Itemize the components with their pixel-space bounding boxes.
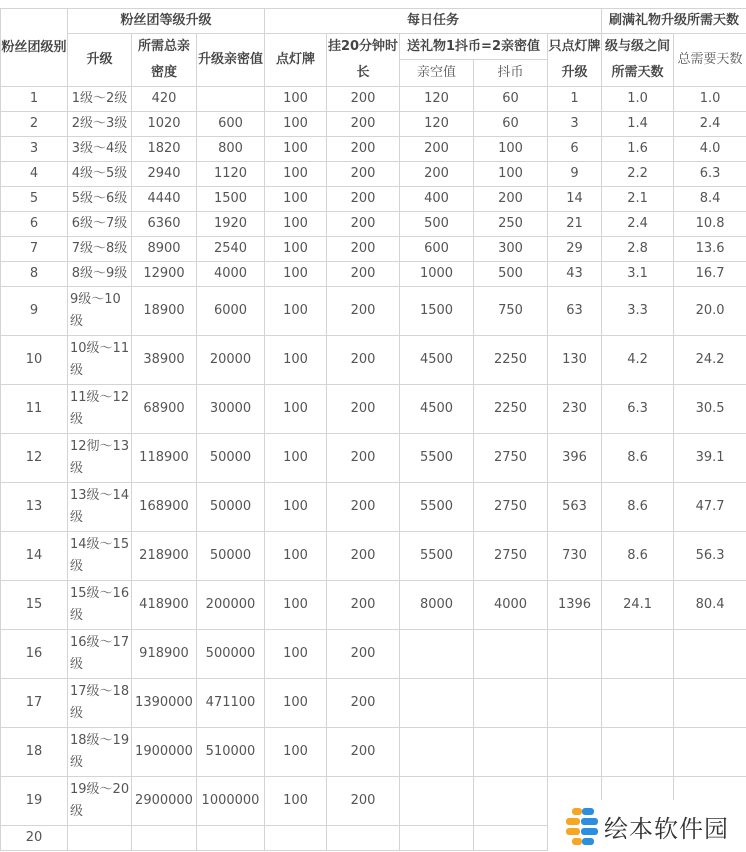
cell-coins: 2750 <box>474 434 548 483</box>
header-total-days: 总需要天数 <box>674 34 746 87</box>
cell-intimacy: 5500 <box>400 532 474 581</box>
cell-days-between: 8.6 <box>602 532 674 581</box>
cell-level: 18 <box>1 728 68 777</box>
cell-intimacy: 4500 <box>400 336 474 385</box>
table-row <box>1 262 746 287</box>
cell-light-badge: 100 <box>265 679 327 728</box>
cell-days-between <box>602 630 674 679</box>
cell-total-days <box>674 630 746 679</box>
cell-total-intimacy: 420 <box>132 87 197 112</box>
cell-total-intimacy: 218900 <box>132 532 197 581</box>
header-only-light: 只点灯牌升级 <box>548 34 602 87</box>
cell-upgrade: 2级～3级 <box>68 112 132 137</box>
cell-intimacy: 400 <box>400 187 474 212</box>
cell-upgrade <box>68 826 132 851</box>
cell-total-intimacy: 38900 <box>132 336 197 385</box>
cell-light-badge: 100 <box>265 237 327 262</box>
cell-level: 4 <box>1 162 68 187</box>
watermark-text: 绘本软件园 <box>604 814 729 843</box>
cell-total-intimacy: 418900 <box>132 581 197 630</box>
cell-intimacy: 120 <box>400 112 474 137</box>
header-upgrade: 升级 <box>68 34 132 87</box>
cell-upgrade-intimacy: 50000 <box>197 532 265 581</box>
cell-only-light: 6 <box>548 137 602 162</box>
cell-intimacy: 8000 <box>400 581 474 630</box>
cell-upgrade-intimacy: 2540 <box>197 237 265 262</box>
cell-light-badge: 100 <box>265 385 327 434</box>
table-row <box>1 162 746 187</box>
cell-only-light: 43 <box>548 262 602 287</box>
cell-coins <box>474 679 548 728</box>
cell-only-light: 9 <box>548 162 602 187</box>
cell-hang-20: 200 <box>327 581 400 630</box>
cell-level: 20 <box>1 826 68 851</box>
cell-upgrade: 5级～6级 <box>68 187 132 212</box>
cell-total-days: 6.3 <box>674 162 746 187</box>
header-upgrade-intimacy: 升级亲密值 <box>197 34 265 87</box>
cell-intimacy: 200 <box>400 137 474 162</box>
cell-light-badge: 100 <box>265 87 327 112</box>
table-row <box>1 483 746 532</box>
cell-level: 1 <box>1 87 68 112</box>
cell-coins <box>474 728 548 777</box>
cell-days-between: 1.0 <box>602 87 674 112</box>
cell-light-badge: 100 <box>265 728 327 777</box>
cell-light-badge: 100 <box>265 336 327 385</box>
cell-coins <box>474 826 548 851</box>
cell-level: 12 <box>1 434 68 483</box>
cell-light-badge: 100 <box>265 212 327 237</box>
cell-light-badge: 100 <box>265 777 327 826</box>
cell-total-days: 20.0 <box>674 287 746 336</box>
cell-upgrade: 6级～7级 <box>68 212 132 237</box>
cell-upgrade: 12彻～13级 <box>68 434 132 483</box>
cell-total-days: 13.6 <box>674 237 746 262</box>
cell-only-light <box>548 630 602 679</box>
cell-total-days <box>674 728 746 777</box>
cell-level: 10 <box>1 336 68 385</box>
cell-light-badge: 100 <box>265 287 327 336</box>
cell-intimacy: 1000 <box>400 262 474 287</box>
cell-upgrade-intimacy: 510000 <box>197 728 265 777</box>
cell-coins: 300 <box>474 237 548 262</box>
cell-only-light: 14 <box>548 187 602 212</box>
cell-total-days: 80.4 <box>674 581 746 630</box>
cell-upgrade: 14级～15级 <box>68 532 132 581</box>
table-row <box>1 237 746 262</box>
cell-total-intimacy: 6360 <box>132 212 197 237</box>
cell-upgrade: 11级～12级 <box>68 385 132 434</box>
cell-days-between: 1.6 <box>602 137 674 162</box>
cell-coins: 4000 <box>474 581 548 630</box>
cell-total-intimacy: 1900000 <box>132 728 197 777</box>
cell-hang-20: 200 <box>327 237 400 262</box>
cell-total-days: 1.0 <box>674 87 746 112</box>
table-row <box>1 434 746 483</box>
cell-coins: 200 <box>474 187 548 212</box>
table-row <box>1 532 746 581</box>
cell-only-light: 230 <box>548 385 602 434</box>
cell-upgrade: 19级～20级 <box>68 777 132 826</box>
cell-total-days: 39.1 <box>674 434 746 483</box>
cell-intimacy: 5500 <box>400 434 474 483</box>
table-row <box>1 336 746 385</box>
cell-days-between: 24.1 <box>602 581 674 630</box>
cell-hang-20 <box>327 826 400 851</box>
cell-intimacy: 600 <box>400 237 474 262</box>
header-level: 粉丝团级别 <box>1 9 68 87</box>
header-light-badge: 点灯牌 <box>265 34 327 87</box>
cell-light-badge: 100 <box>265 581 327 630</box>
cell-only-light: 1 <box>548 87 602 112</box>
cell-level: 17 <box>1 679 68 728</box>
cell-level: 19 <box>1 777 68 826</box>
cell-light-badge: 100 <box>265 187 327 212</box>
cell-upgrade: 7级～8级 <box>68 237 132 262</box>
cell-total-days <box>674 679 746 728</box>
cell-total-intimacy: 2900000 <box>132 777 197 826</box>
cell-only-light: 1396 <box>548 581 602 630</box>
cell-days-between <box>602 679 674 728</box>
cell-upgrade: 13级～14级 <box>68 483 132 532</box>
header-daily-tasks: 每日任务 <box>265 9 602 34</box>
cell-coins: 2750 <box>474 532 548 581</box>
cell-level: 2 <box>1 112 68 137</box>
cell-upgrade: 18级～19级 <box>68 728 132 777</box>
cell-coins: 2250 <box>474 385 548 434</box>
header-gift: 送礼物1抖币=2亲密值 <box>400 34 548 60</box>
cell-light-badge: 100 <box>265 630 327 679</box>
cell-hang-20: 200 <box>327 287 400 336</box>
cell-hang-20: 200 <box>327 336 400 385</box>
cell-upgrade-intimacy <box>197 826 265 851</box>
cell-days-between <box>602 728 674 777</box>
cell-total-days: 30.5 <box>674 385 746 434</box>
cell-coins: 750 <box>474 287 548 336</box>
cell-only-light: 29 <box>548 237 602 262</box>
cell-upgrade: 3级～4级 <box>68 137 132 162</box>
table-row <box>1 581 746 630</box>
cell-level: 3 <box>1 137 68 162</box>
header-group-upgrade: 粉丝团等级升级 <box>68 9 265 34</box>
cell-intimacy: 5500 <box>400 483 474 532</box>
cell-intimacy <box>400 826 474 851</box>
cell-intimacy: 200 <box>400 162 474 187</box>
cell-days-between: 2.4 <box>602 212 674 237</box>
table-row <box>1 728 746 777</box>
cell-intimacy <box>400 679 474 728</box>
cell-upgrade-intimacy: 30000 <box>197 385 265 434</box>
cell-intimacy: 1500 <box>400 287 474 336</box>
cell-coins: 60 <box>474 112 548 137</box>
cell-upgrade: 4级～5级 <box>68 162 132 187</box>
cell-hang-20: 200 <box>327 777 400 826</box>
cell-intimacy <box>400 728 474 777</box>
cell-total-days: 24.2 <box>674 336 746 385</box>
cell-total-intimacy: 118900 <box>132 434 197 483</box>
cell-light-badge: 100 <box>265 483 327 532</box>
cell-light-badge: 100 <box>265 434 327 483</box>
cell-upgrade-intimacy: 500000 <box>197 630 265 679</box>
cell-upgrade: 9级～10级 <box>68 287 132 336</box>
cell-level: 7 <box>1 237 68 262</box>
table-row <box>1 112 746 137</box>
cell-upgrade-intimacy: 1500 <box>197 187 265 212</box>
cell-total-intimacy: 1390000 <box>132 679 197 728</box>
cell-hang-20: 200 <box>327 137 400 162</box>
cell-upgrade-intimacy: 200000 <box>197 581 265 630</box>
cell-total-intimacy: 18900 <box>132 287 197 336</box>
cell-total-intimacy: 2940 <box>132 162 197 187</box>
header-days-group: 刷满礼物升级所需天数 <box>602 9 746 34</box>
cell-only-light: 396 <box>548 434 602 483</box>
cell-days-between: 3.1 <box>602 262 674 287</box>
cell-only-light: 63 <box>548 287 602 336</box>
header-hang-20: 挂20分钟时长 <box>327 34 400 87</box>
cell-coins: 100 <box>474 162 548 187</box>
table-row <box>1 187 746 212</box>
cell-total-intimacy: 68900 <box>132 385 197 434</box>
cell-upgrade-intimacy: 4000 <box>197 262 265 287</box>
cell-days-between: 2.8 <box>602 237 674 262</box>
cell-coins: 100 <box>474 137 548 162</box>
cell-intimacy: 4500 <box>400 385 474 434</box>
cell-upgrade: 8级～9级 <box>68 262 132 287</box>
watermark-logo-icon <box>566 806 598 846</box>
cell-upgrade-intimacy: 50000 <box>197 483 265 532</box>
cell-only-light: 3 <box>548 112 602 137</box>
cell-intimacy: 120 <box>400 87 474 112</box>
cell-level: 11 <box>1 385 68 434</box>
cell-upgrade-intimacy: 471100 <box>197 679 265 728</box>
cell-intimacy <box>400 777 474 826</box>
cell-total-days: 4.0 <box>674 137 746 162</box>
cell-hang-20: 200 <box>327 162 400 187</box>
cell-only-light: 730 <box>548 532 602 581</box>
cell-intimacy <box>400 630 474 679</box>
cell-level: 6 <box>1 212 68 237</box>
cell-total-days: 10.8 <box>674 212 746 237</box>
cell-coins: 2750 <box>474 483 548 532</box>
cell-coins: 250 <box>474 212 548 237</box>
cell-upgrade-intimacy: 600 <box>197 112 265 137</box>
header-coins: 抖币 <box>474 60 548 87</box>
cell-level: 9 <box>1 287 68 336</box>
cell-total-intimacy: 1020 <box>132 112 197 137</box>
fan-club-level-table <box>0 8 746 851</box>
cell-light-badge: 100 <box>265 532 327 581</box>
cell-days-between: 4.2 <box>602 336 674 385</box>
cell-days-between: 2.2 <box>602 162 674 187</box>
cell-days-between: 8.6 <box>602 434 674 483</box>
cell-days-between: 3.3 <box>602 287 674 336</box>
header-total-intimacy: 所需总亲密度 <box>132 34 197 87</box>
cell-light-badge <box>265 826 327 851</box>
cell-total-intimacy: 918900 <box>132 630 197 679</box>
cell-hang-20: 200 <box>327 87 400 112</box>
cell-total-days: 56.3 <box>674 532 746 581</box>
cell-upgrade: 16级～17级 <box>68 630 132 679</box>
cell-total-days: 16.7 <box>674 262 746 287</box>
cell-coins: 2250 <box>474 336 548 385</box>
cell-hang-20: 200 <box>327 112 400 137</box>
cell-hang-20: 200 <box>327 679 400 728</box>
cell-total-intimacy: 168900 <box>132 483 197 532</box>
cell-level: 16 <box>1 630 68 679</box>
cell-upgrade-intimacy <box>197 87 265 112</box>
cell-intimacy: 500 <box>400 212 474 237</box>
cell-light-badge: 100 <box>265 262 327 287</box>
cell-total-intimacy: 8900 <box>132 237 197 262</box>
table-row <box>1 385 746 434</box>
cell-level: 14 <box>1 532 68 581</box>
cell-light-badge: 100 <box>265 137 327 162</box>
cell-level: 13 <box>1 483 68 532</box>
cell-only-light: 563 <box>548 483 602 532</box>
cell-only-light <box>548 679 602 728</box>
cell-total-days: 2.4 <box>674 112 746 137</box>
cell-upgrade-intimacy: 20000 <box>197 336 265 385</box>
header-intimacy: 亲空值 <box>400 60 474 87</box>
table-row <box>1 287 746 336</box>
cell-total-intimacy: 1820 <box>132 137 197 162</box>
cell-level: 15 <box>1 581 68 630</box>
table-row <box>1 679 746 728</box>
cell-total-intimacy: 12900 <box>132 262 197 287</box>
cell-coins: 60 <box>474 87 548 112</box>
cell-days-between: 1.4 <box>602 112 674 137</box>
cell-level: 5 <box>1 187 68 212</box>
cell-upgrade-intimacy: 1920 <box>197 212 265 237</box>
cell-coins <box>474 630 548 679</box>
cell-days-between: 6.3 <box>602 385 674 434</box>
cell-hang-20: 200 <box>327 262 400 287</box>
cell-upgrade: 10级～11级 <box>68 336 132 385</box>
cell-light-badge: 100 <box>265 162 327 187</box>
cell-total-days: 47.7 <box>674 483 746 532</box>
table-row <box>1 630 746 679</box>
cell-upgrade: 17级～18级 <box>68 679 132 728</box>
cell-light-badge: 100 <box>265 112 327 137</box>
table-row <box>1 212 746 237</box>
cell-hang-20: 200 <box>327 187 400 212</box>
cell-only-light: 130 <box>548 336 602 385</box>
cell-hang-20: 200 <box>327 483 400 532</box>
cell-upgrade-intimacy: 800 <box>197 137 265 162</box>
cell-total-days: 8.4 <box>674 187 746 212</box>
cell-upgrade-intimacy: 50000 <box>197 434 265 483</box>
cell-days-between: 8.6 <box>602 483 674 532</box>
cell-only-light <box>548 728 602 777</box>
cell-upgrade-intimacy: 1120 <box>197 162 265 187</box>
cell-coins: 500 <box>474 262 548 287</box>
cell-days-between: 2.1 <box>602 187 674 212</box>
cell-total-intimacy: 4440 <box>132 187 197 212</box>
watermark <box>548 800 746 852</box>
cell-hang-20: 200 <box>327 630 400 679</box>
cell-total-intimacy <box>132 826 197 851</box>
cell-hang-20: 200 <box>327 385 400 434</box>
cell-coins <box>474 777 548 826</box>
cell-upgrade-intimacy: 1000000 <box>197 777 265 826</box>
cell-hang-20: 200 <box>327 212 400 237</box>
cell-hang-20: 200 <box>327 434 400 483</box>
cell-upgrade-intimacy: 6000 <box>197 287 265 336</box>
cell-upgrade: 1级～2级 <box>68 87 132 112</box>
header-days-between: 级与级之间所需天数 <box>602 34 674 87</box>
table-row <box>1 87 746 112</box>
cell-hang-20: 200 <box>327 728 400 777</box>
cell-level: 8 <box>1 262 68 287</box>
table-row <box>1 137 746 162</box>
cell-only-light: 21 <box>548 212 602 237</box>
cell-upgrade: 15级～16级 <box>68 581 132 630</box>
cell-hang-20: 200 <box>327 532 400 581</box>
